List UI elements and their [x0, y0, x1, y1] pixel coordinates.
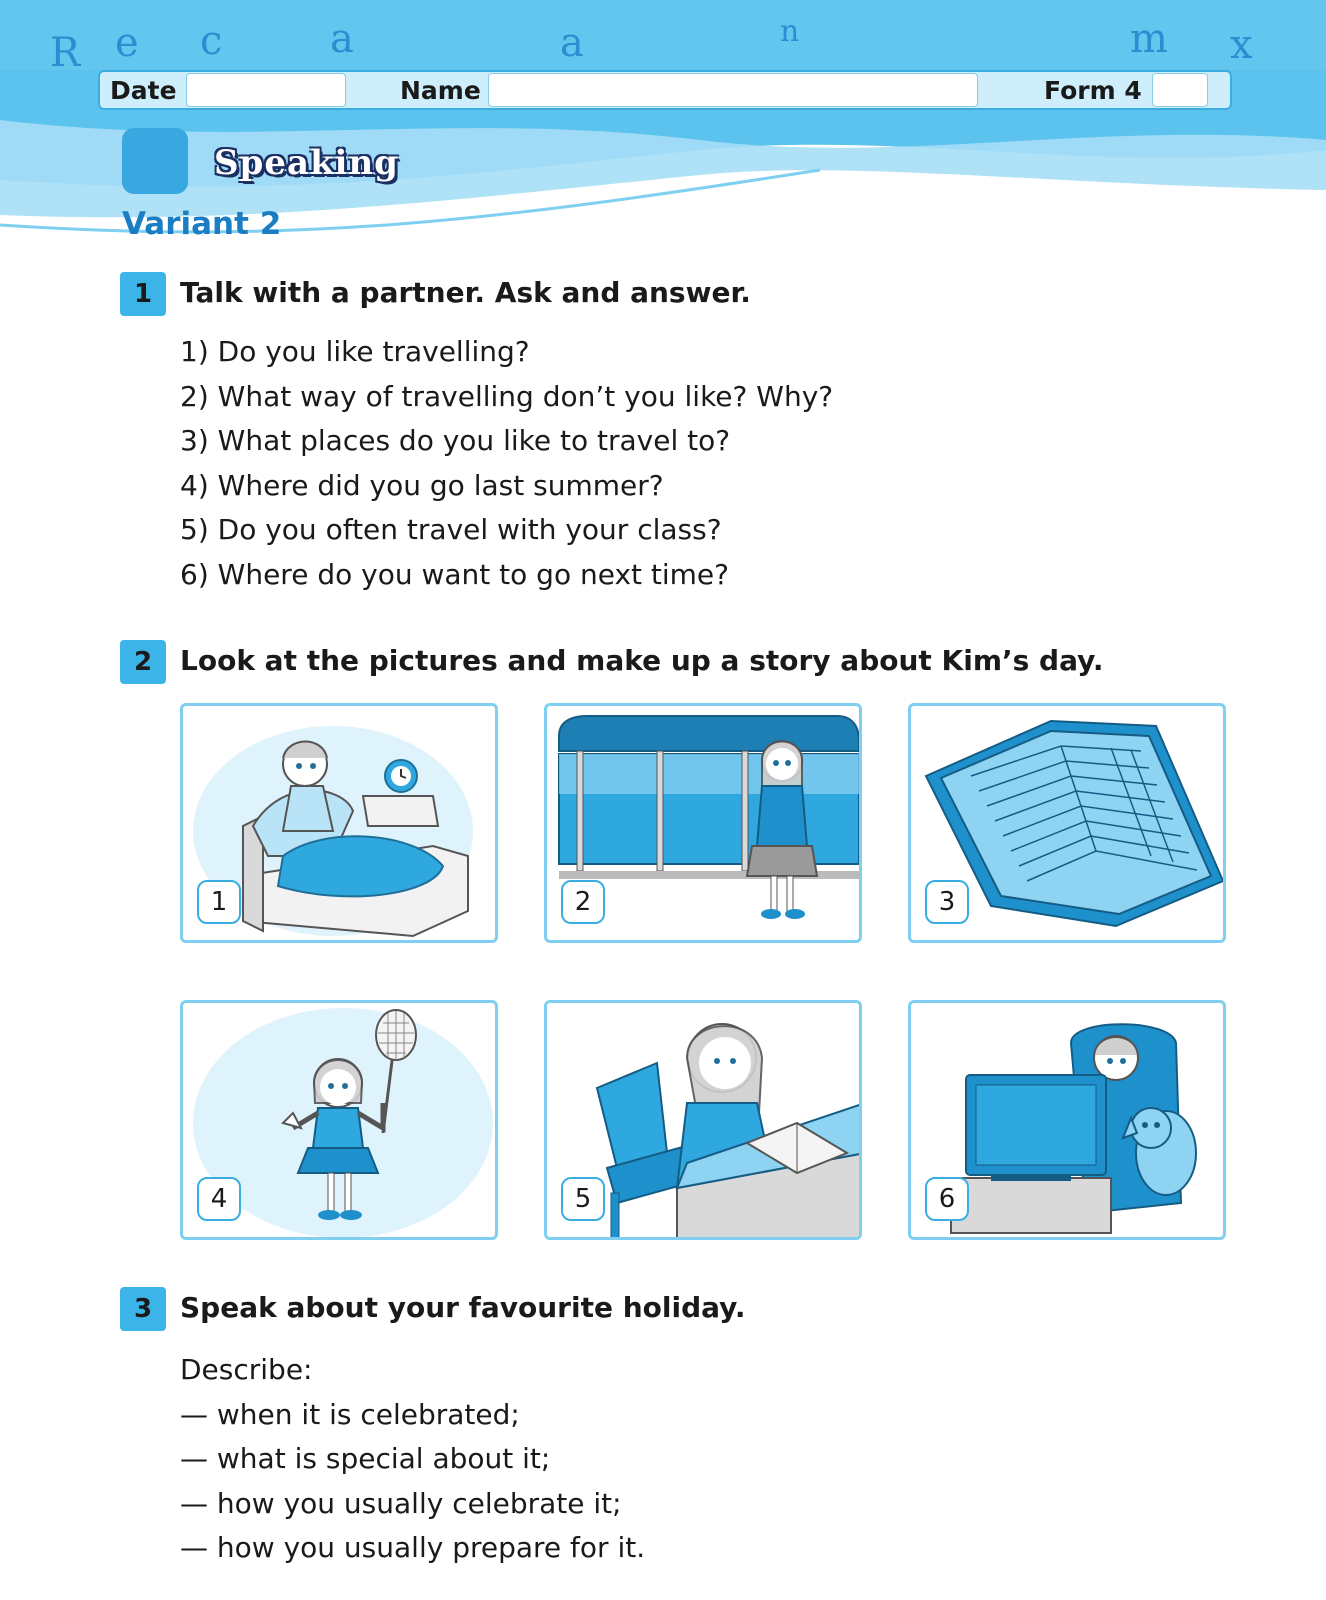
decor-letter: x [1230, 22, 1253, 68]
form-field[interactable] [1152, 73, 1208, 107]
variant-label: Variant 2 [122, 206, 282, 242]
describe-point: — what is special about it; [180, 1442, 551, 1475]
decor-letter: c [200, 18, 223, 64]
decor-letter: e [115, 20, 139, 66]
header-fields-row [98, 70, 1232, 110]
picture-panel-2 [544, 703, 862, 943]
header-banner [0, 0, 1326, 260]
question-item: 1) Do you like travelling? [180, 335, 530, 368]
picture-panel-6 [908, 1000, 1226, 1240]
question-item: 5) Do you often travel with your class? [180, 513, 722, 546]
section-title: Speaking [214, 143, 399, 183]
task-instruction: Speak about your favourite holiday. [180, 1291, 746, 1324]
decor-letter: R [50, 30, 81, 76]
picture-number: 4 [197, 1177, 241, 1221]
form-label: Form 4 [1044, 76, 1142, 105]
question-item: 3) What places do you like to travel to? [180, 424, 731, 457]
describe-point: — how you usually prepare for it. [180, 1531, 646, 1564]
question-item: 4) Where did you go last summer? [180, 468, 664, 502]
describe-list [180, 1350, 645, 1573]
name-label: Name [400, 76, 481, 105]
question-item: 6) Where do you want to go next time? [180, 557, 730, 591]
describe-point: — when it is celebrated; [180, 1397, 520, 1431]
picture-number: 1 [197, 880, 241, 924]
question-list [180, 332, 833, 599]
question-item: 2) What way of travelling don’t you like? Why? [180, 379, 834, 413]
date-field[interactable] [186, 73, 346, 107]
describe-intro: Describe: [180, 1353, 313, 1386]
picture-panel-5 [544, 1000, 862, 1240]
decor-letter: a [560, 20, 584, 66]
picture-panel-3 [908, 703, 1226, 943]
task-instruction: Talk with a partner. Ask and answer. [180, 276, 751, 309]
task-number-badge: 3 [120, 1287, 166, 1331]
decor-letter: m [1130, 16, 1168, 62]
task-number-badge: 1 [120, 272, 166, 316]
task-number-badge: 2 [120, 640, 166, 684]
date-label: Date [110, 76, 177, 105]
picture-number: 5 [561, 1177, 605, 1221]
picture-number: 6 [925, 1177, 969, 1221]
picture-panel-4 [180, 1000, 498, 1240]
picture-number: 2 [561, 880, 605, 924]
decor-letter: n [780, 14, 800, 49]
describe-point: — how you usually celebrate it; [180, 1486, 622, 1520]
name-field[interactable] [488, 73, 978, 107]
picture-panel-1 [180, 703, 498, 943]
task-instruction: Look at the pictures and make up a story about Kim’s day. [180, 644, 1104, 677]
picture-number: 3 [925, 880, 969, 924]
decor-letter: a [330, 16, 354, 62]
